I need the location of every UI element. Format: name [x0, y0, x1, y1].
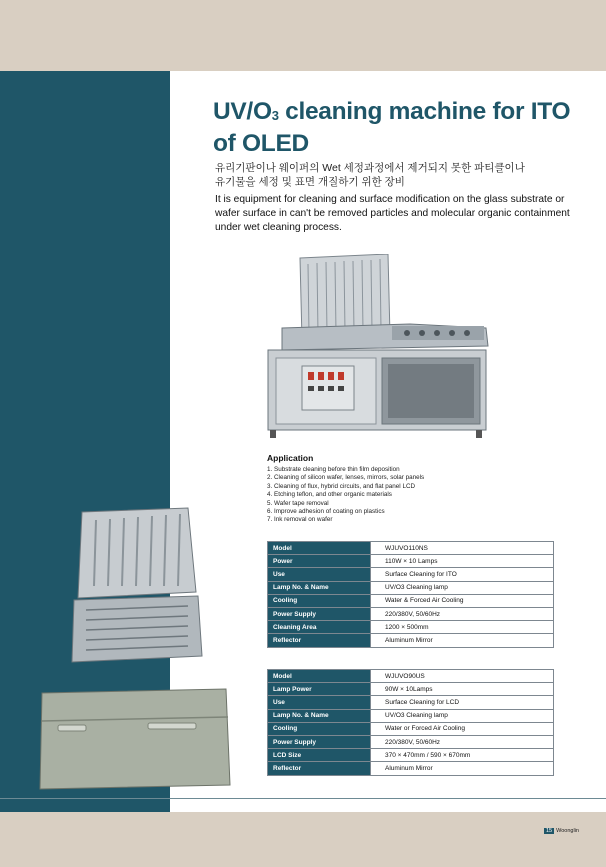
spec-value: Aluminum Mirror [371, 762, 554, 775]
spec-value: 90W × 10Lamps [371, 683, 554, 696]
table-row [268, 722, 554, 735]
table-row [268, 749, 554, 762]
spec-key: Power [268, 555, 371, 568]
top-band [0, 0, 606, 71]
spec-value: UV/O3 Cleaning lamp [371, 581, 554, 594]
list-item: 4. Etching teflon, and other organic materials [267, 491, 392, 499]
table-row [268, 555, 554, 568]
spec-value: 220/380V, 50/60Hz [371, 735, 554, 748]
spec-key: Lamp No. & Name [268, 709, 371, 722]
spec-value: Water or Forced Air Cooling [371, 722, 554, 735]
table-row [268, 634, 554, 647]
table-row [268, 621, 554, 634]
title-part: cleaning machine for ITO [278, 98, 571, 125]
korean-line: 유기물을 세정 및 표면 개질하기 위한 장비 [215, 176, 405, 188]
spec-value: Aluminum Mirror [371, 634, 554, 647]
spec-key: Use [268, 696, 371, 709]
spec-key: Lamp Power [268, 683, 371, 696]
spec-table-1 [267, 541, 554, 648]
spec-value: Surface Cleaning for LCD [371, 696, 554, 709]
spec-value: 110W × 10 Lamps [371, 555, 554, 568]
footer-divider [0, 798, 606, 799]
spec-value: 1200 × 500mm [371, 621, 554, 634]
table-row [268, 696, 554, 709]
korean-description [215, 161, 575, 189]
spec-value: WJUVO90US [371, 670, 554, 683]
closed-unit-photo [38, 687, 233, 793]
table-row [268, 670, 554, 683]
table-row [268, 568, 554, 581]
spec-key: Power Supply [268, 607, 371, 620]
page-footer [544, 828, 579, 834]
spec-value: 220/380V, 50/60Hz [371, 607, 554, 620]
table-row [268, 594, 554, 607]
spec-value: 370 × 470mm / 590 × 670mm [371, 749, 554, 762]
spec-key: Model [268, 670, 371, 683]
spec-table-2 [267, 669, 554, 776]
spec-key: Reflector [268, 634, 371, 647]
spec-key: Cooling [268, 722, 371, 735]
table-row [268, 607, 554, 620]
spec-value: UV/O3 Cleaning lamp [371, 709, 554, 722]
application-heading: Application [267, 453, 314, 463]
list-item: 6. Improve adhesion of coating on plastics [267, 508, 385, 516]
table-row [268, 683, 554, 696]
main-machine-photo [262, 254, 492, 440]
list-item: 7. Ink removal on wafer [267, 516, 333, 524]
spec-key: Lamp No. & Name [268, 581, 371, 594]
list-item: 3. Cleaning of flux, hybrid circuits, and flat panel LCD [267, 482, 416, 490]
title-part: UV/O [213, 98, 272, 125]
table-row [268, 542, 554, 555]
table-row [268, 762, 554, 775]
brand-name: Woonglin [556, 828, 579, 834]
spec-key: Reflector [268, 762, 371, 775]
spec-key: Cooling [268, 594, 371, 607]
open-lamp-unit-photo [68, 506, 203, 666]
korean-line: 유리기판이나 웨이퍼의 Wet 세정과정에서 제거되지 못한 파티클이나 [215, 162, 525, 174]
spec-key: Use [268, 568, 371, 581]
spec-key: Model [268, 542, 371, 555]
list-item: 1. Substrate cleaning before thin film deposition [267, 466, 400, 473]
title-part: of OLED [213, 130, 309, 157]
title-subscript: 3 [271, 108, 279, 123]
bottom-band [0, 812, 606, 867]
spec-key: LCD Size [268, 749, 371, 762]
application-list [267, 466, 567, 525]
table-row [268, 735, 554, 748]
page-number: 15 [546, 828, 553, 834]
table-row [268, 709, 554, 722]
list-item: 2. Cleaning of silicon wafer, lenses, mirrors, solar panels [267, 474, 425, 482]
english-description: It is equipment for cleaning and surface modification on the glass substrate or wafer surface in can't be removed particles and molecular organic containment under wet cleaning process. [215, 194, 570, 233]
table-row [268, 581, 554, 594]
spec-value: Surface Cleaning for ITO [371, 568, 554, 581]
page-title [213, 97, 583, 158]
spec-value: WJUVO110NS [371, 542, 554, 555]
spec-value: Water & Forced Air Cooling [371, 594, 554, 607]
spec-key: Power Supply [268, 735, 371, 748]
spec-key: Cleaning Area [268, 621, 371, 634]
list-item: 5. Wafer tape removal [267, 499, 329, 507]
